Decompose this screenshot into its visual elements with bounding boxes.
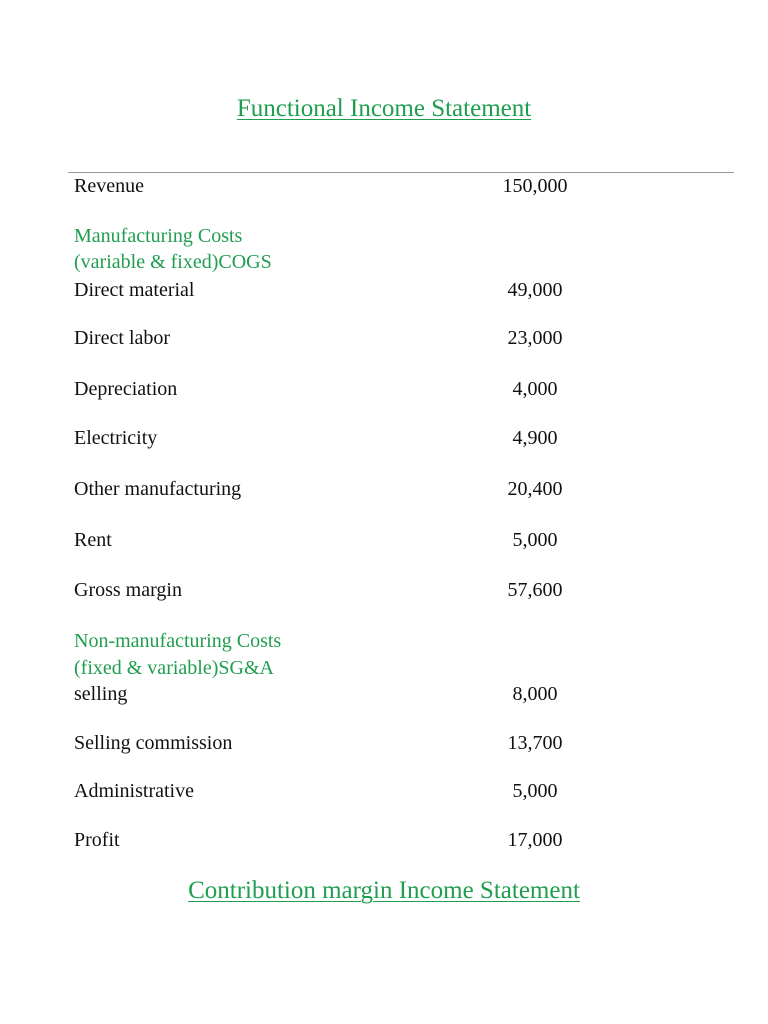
row-label-electricity: Electricity bbox=[74, 427, 158, 449]
page-title: Functional Income Statement bbox=[236, 95, 532, 122]
row-value-other-manufacturing: 20,400 bbox=[507, 478, 563, 500]
row-label-other-manufacturing: Other manufacturing bbox=[74, 478, 242, 500]
divider bbox=[68, 172, 734, 173]
row-value-selling-commission: 13,700 bbox=[507, 732, 563, 754]
row-label-direct-labor: Direct labor bbox=[74, 327, 171, 349]
row-label-selling: selling bbox=[74, 683, 128, 705]
section-non-manufacturing-subtitle: (fixed & variable)SG&A bbox=[74, 657, 274, 679]
row-label-selling-commission: Selling commission bbox=[74, 732, 233, 754]
row-value-selling: 8,000 bbox=[512, 683, 558, 705]
row-value-electricity: 4,900 bbox=[512, 427, 558, 449]
row-value-administrative: 5,000 bbox=[512, 780, 558, 802]
row-value-revenue: 150,000 bbox=[502, 175, 568, 197]
section-non-manufacturing-title: Non-manufacturing Costs bbox=[74, 630, 282, 652]
row-value-depreciation: 4,000 bbox=[512, 378, 558, 400]
row-value-direct-labor: 23,000 bbox=[507, 327, 563, 349]
row-label-administrative: Administrative bbox=[74, 780, 194, 802]
row-value-gross-margin: 57,600 bbox=[507, 579, 563, 601]
section-manufacturing-subtitle: (variable & fixed)COGS bbox=[74, 251, 272, 273]
row-label-revenue: Revenue bbox=[74, 175, 144, 197]
row-label-gross-margin: Gross margin bbox=[74, 579, 182, 601]
row-label-rent: Rent bbox=[74, 529, 112, 551]
row-label-profit: Profit bbox=[74, 829, 120, 851]
row-value-profit: 17,000 bbox=[507, 829, 563, 851]
row-label-depreciation: Depreciation bbox=[74, 378, 178, 400]
row-value-rent: 5,000 bbox=[512, 529, 558, 551]
section-manufacturing-title: Manufacturing Costs bbox=[74, 225, 243, 247]
row-label-direct-material: Direct material bbox=[74, 279, 195, 301]
section-heading: Contribution margin Income Statement bbox=[188, 877, 580, 904]
row-value-direct-material: 49,000 bbox=[507, 279, 563, 301]
